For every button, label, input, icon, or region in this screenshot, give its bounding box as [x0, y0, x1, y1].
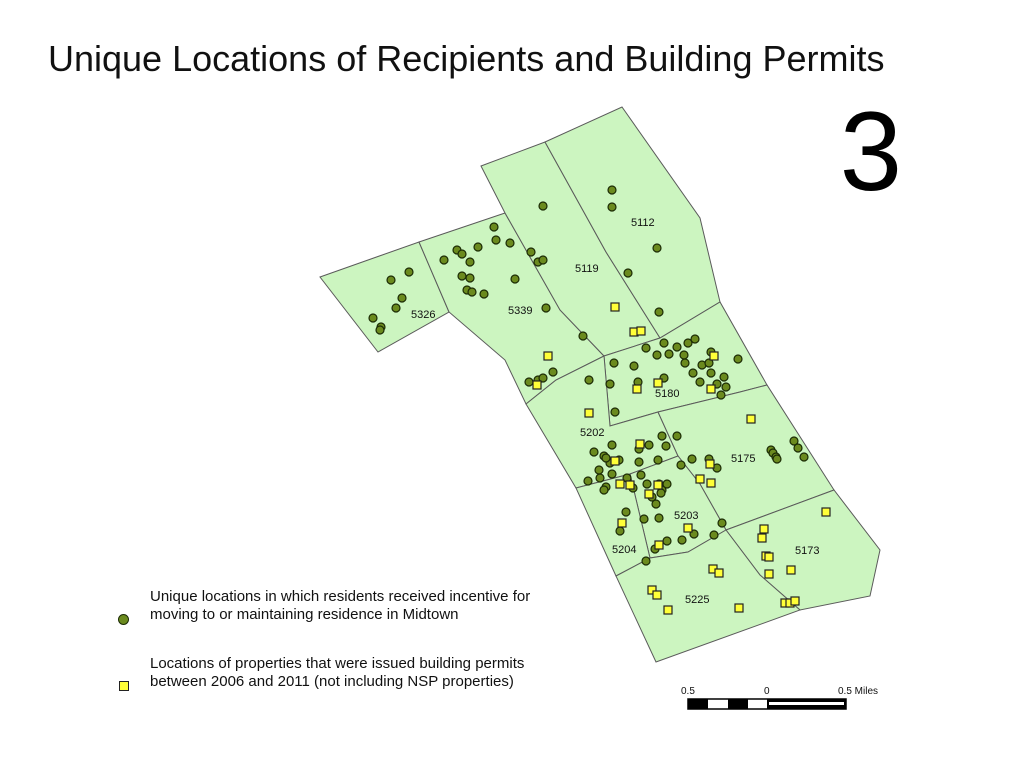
recipient-point [718, 519, 726, 527]
recipient-point [680, 351, 688, 359]
recipient-point [474, 243, 482, 251]
permit-point [533, 381, 541, 389]
permit-point [822, 508, 830, 516]
permit-point [664, 606, 672, 614]
recipient-point [710, 531, 718, 539]
recipient-point [722, 383, 730, 391]
permit-point [735, 604, 743, 612]
permit-point [611, 303, 619, 311]
recipient-point [596, 474, 604, 482]
recipient-point [369, 314, 377, 322]
permit-point [787, 566, 795, 574]
scale-label-left: 0.5 [681, 686, 695, 697]
recipient-point [660, 339, 668, 347]
recipient-point [643, 480, 651, 488]
tract-label-5203: 5203 [674, 510, 699, 522]
slide-number: 3 [839, 89, 902, 214]
recipient-point [653, 351, 661, 359]
recipient-point [653, 244, 661, 252]
scale-label-right: 0.5 Miles [838, 686, 879, 697]
slide-title: Unique Locations of Recipients and Building Permits [48, 38, 885, 79]
permit-point [636, 440, 644, 448]
permit-point [626, 481, 634, 489]
permit-point [707, 479, 715, 487]
permit-point [707, 385, 715, 393]
recipient-point [527, 248, 535, 256]
tract-label-5180: 5180 [655, 388, 680, 400]
recipient-point [635, 458, 643, 466]
recipient-point [595, 466, 603, 474]
permit-point [791, 597, 799, 605]
permit-point [760, 525, 768, 533]
tract-label-5175: 5175 [731, 453, 756, 465]
recipient-point [405, 268, 413, 276]
recipient-point [490, 223, 498, 231]
recipient-point [466, 258, 474, 266]
permit-point [710, 352, 718, 360]
recipient-point [506, 239, 514, 247]
recipient-point [657, 489, 665, 497]
recipient-point [663, 480, 671, 488]
recipient-point [655, 308, 663, 316]
recipient-point [392, 304, 400, 312]
recipient-point [376, 326, 384, 334]
permit-point [645, 490, 653, 498]
recipient-point [608, 441, 616, 449]
recipient-point [663, 537, 671, 545]
recipient-point [689, 369, 697, 377]
recipient-legend-symbol [118, 614, 129, 625]
permit-point [616, 480, 624, 488]
permit-point [544, 352, 552, 360]
recipient-point [608, 203, 616, 211]
recipient-point [622, 508, 630, 516]
recipient-point [542, 304, 550, 312]
recipient-point [645, 441, 653, 449]
scale-bar-segment [688, 699, 708, 709]
permit-point [696, 475, 704, 483]
recipient-point [492, 236, 500, 244]
permit-legend-symbol [119, 681, 129, 691]
recipient-point [794, 444, 802, 452]
recipient-point [387, 276, 395, 284]
permit-point [715, 569, 723, 577]
recipient-point [652, 500, 660, 508]
recipient-point [458, 272, 466, 280]
recipient-legend-text: Unique locations in which residents received incentive for moving to or maintaining residence in Midtown [150, 588, 531, 624]
recipient-point [585, 376, 593, 384]
recipient-point [673, 432, 681, 440]
recipient-point [539, 202, 547, 210]
recipient-point [398, 294, 406, 302]
recipient-point [466, 274, 474, 282]
recipient-point [688, 455, 696, 463]
recipient-point [539, 256, 547, 264]
recipient-point [658, 432, 666, 440]
recipient-point [681, 359, 689, 367]
recipient-point [525, 378, 533, 386]
recipient-point [707, 369, 715, 377]
permit-point [653, 591, 661, 599]
permit-legend-text: Locations of properties that were issued building permits between 2006 and 2011 (not including NSP properties) [150, 655, 525, 691]
recipient-point [673, 343, 681, 351]
tract-label-5204: 5204 [612, 544, 637, 556]
recipient-point [579, 332, 587, 340]
recipient-point [773, 455, 781, 463]
scale-bar-segment [728, 699, 748, 709]
recipient-point [640, 515, 648, 523]
permit-point [585, 409, 593, 417]
recipient-point [717, 391, 725, 399]
recipient-point [654, 456, 662, 464]
permit-point [654, 379, 662, 387]
tract-label-5119: 5119 [575, 263, 599, 275]
recipient-point [610, 359, 618, 367]
recipient-point [678, 536, 686, 544]
permit-point [633, 385, 641, 393]
recipient-point [549, 368, 557, 376]
recipient-point [691, 335, 699, 343]
tract-label-5339: 5339 [508, 305, 533, 317]
recipient-point [480, 290, 488, 298]
recipient-point [677, 461, 685, 469]
permit-point [618, 519, 626, 527]
scale-bar [688, 699, 846, 709]
recipient-point [800, 453, 808, 461]
recipient-point [642, 344, 650, 352]
tract-label-5225: 5225 [685, 594, 710, 606]
permit-point [765, 570, 773, 578]
recipient-point [616, 527, 624, 535]
permit-point [637, 327, 645, 335]
recipient-point [590, 448, 598, 456]
recipient-point [637, 471, 645, 479]
scale-bar-inner-gap [769, 702, 844, 705]
recipient-point [602, 454, 610, 462]
recipient-point [734, 355, 742, 363]
permit-point [655, 541, 663, 549]
tracts-layer [320, 107, 880, 662]
recipient-point [600, 486, 608, 494]
recipient-point [606, 380, 614, 388]
recipient-point [642, 557, 650, 565]
recipient-point [696, 378, 704, 386]
permit-point [765, 553, 773, 561]
permit-point [654, 481, 662, 489]
recipient-point [665, 350, 673, 358]
recipient-point [584, 477, 592, 485]
recipient-point [608, 470, 616, 478]
scale-label-mid: 0 [764, 686, 770, 697]
permit-point [706, 460, 714, 468]
permit-point [758, 534, 766, 542]
tract-label-5326: 5326 [411, 309, 436, 321]
recipient-point [630, 362, 638, 370]
recipient-point [468, 288, 476, 296]
recipient-point [608, 186, 616, 194]
recipient-point [720, 373, 728, 381]
permit-point [747, 415, 755, 423]
permit-point [684, 524, 692, 532]
recipient-point [611, 408, 619, 416]
tract-label-5173: 5173 [795, 545, 820, 557]
tract-label-5202: 5202 [580, 427, 605, 439]
recipient-point [440, 256, 448, 264]
recipient-point [511, 275, 519, 283]
recipient-point [458, 250, 466, 258]
recipient-point [662, 442, 670, 450]
tract-label-5112: 5112 [631, 217, 655, 229]
recipient-point [655, 514, 663, 522]
permit-point [611, 457, 619, 465]
recipient-point [624, 269, 632, 277]
